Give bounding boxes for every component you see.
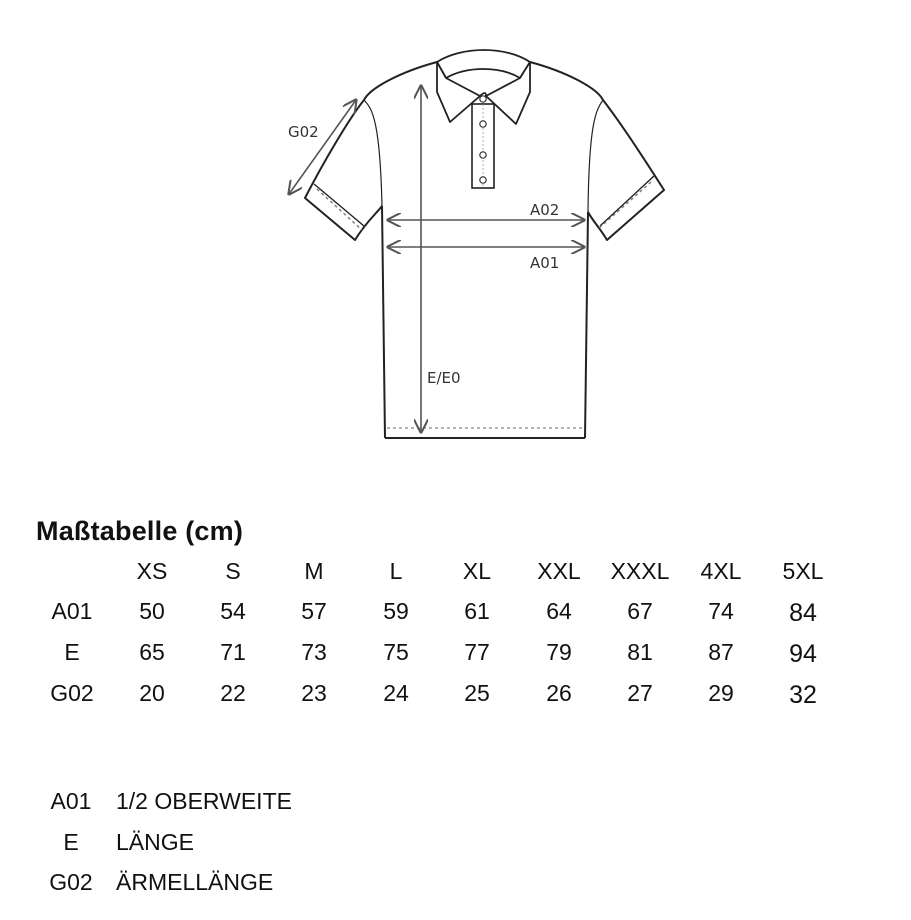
legend-code: E (63, 829, 79, 855)
table-cell: 79 (546, 639, 572, 665)
table-cell: 24 (383, 680, 409, 706)
table-cell: 20 (139, 680, 165, 706)
table-cell: 32 (789, 681, 817, 709)
length-label: E/E0 (427, 369, 461, 387)
placket (472, 104, 494, 188)
chest-label: A01 (530, 254, 560, 272)
size-header-cell: XL (462, 558, 492, 584)
size-table-title: Maßtabelle (cm) (36, 516, 244, 546)
row-code: A01 (51, 598, 93, 624)
table-cell: 84 (789, 599, 817, 627)
table-cell: 73 (301, 639, 327, 665)
chest-upper-label: A02 (530, 201, 560, 219)
size-header-cell: M (304, 558, 324, 584)
table-cell: 26 (546, 680, 572, 706)
table-cell: 87 (708, 639, 734, 665)
size-header-cell: 5XL (782, 558, 824, 584)
sleeve-label: G02 (288, 123, 319, 141)
table-cell: 74 (708, 598, 734, 624)
size-header-cell: XXL (537, 558, 581, 584)
table-cell: 77 (464, 639, 490, 665)
row-code: E (64, 639, 80, 665)
table-cell: 57 (301, 598, 327, 624)
table-cell: 29 (708, 680, 734, 706)
table-cell: 61 (464, 598, 490, 624)
table-cell: 65 (139, 639, 165, 665)
legend-item (0, 827, 500, 857)
legend-item (0, 867, 500, 897)
table-cell: 67 (627, 598, 653, 624)
legend-description: LÄNGE (116, 829, 194, 855)
table-cell: 23 (301, 680, 327, 706)
size-header-cell: XXXL (610, 558, 670, 584)
row-code: G02 (50, 680, 94, 706)
legend-description: ÄRMELLÄNGE (116, 869, 274, 895)
table-cell: 54 (220, 598, 246, 624)
size-header-cell: L (389, 558, 403, 584)
table-cell: 71 (220, 639, 246, 665)
table-cell: 94 (789, 640, 817, 668)
table-cell: 25 (464, 680, 490, 706)
legend-item (0, 786, 500, 816)
table-cell: 27 (627, 680, 653, 706)
table-cell: 22 (220, 680, 246, 706)
legend-code: G02 (49, 869, 93, 895)
sleeve-measure-arrow (289, 100, 356, 194)
table-cell: 81 (627, 639, 653, 665)
size-header-cell: XS (136, 558, 168, 584)
size-header-cell: S (225, 558, 241, 584)
table-cell: 50 (139, 598, 165, 624)
size-header-cell: 4XL (700, 558, 742, 584)
table-cell: 75 (383, 639, 409, 665)
table-cell: 64 (546, 598, 572, 624)
legend-description: 1/2 OBERWEITE (116, 788, 292, 814)
legend-code: A01 (50, 788, 92, 814)
table-cell: 59 (383, 598, 409, 624)
